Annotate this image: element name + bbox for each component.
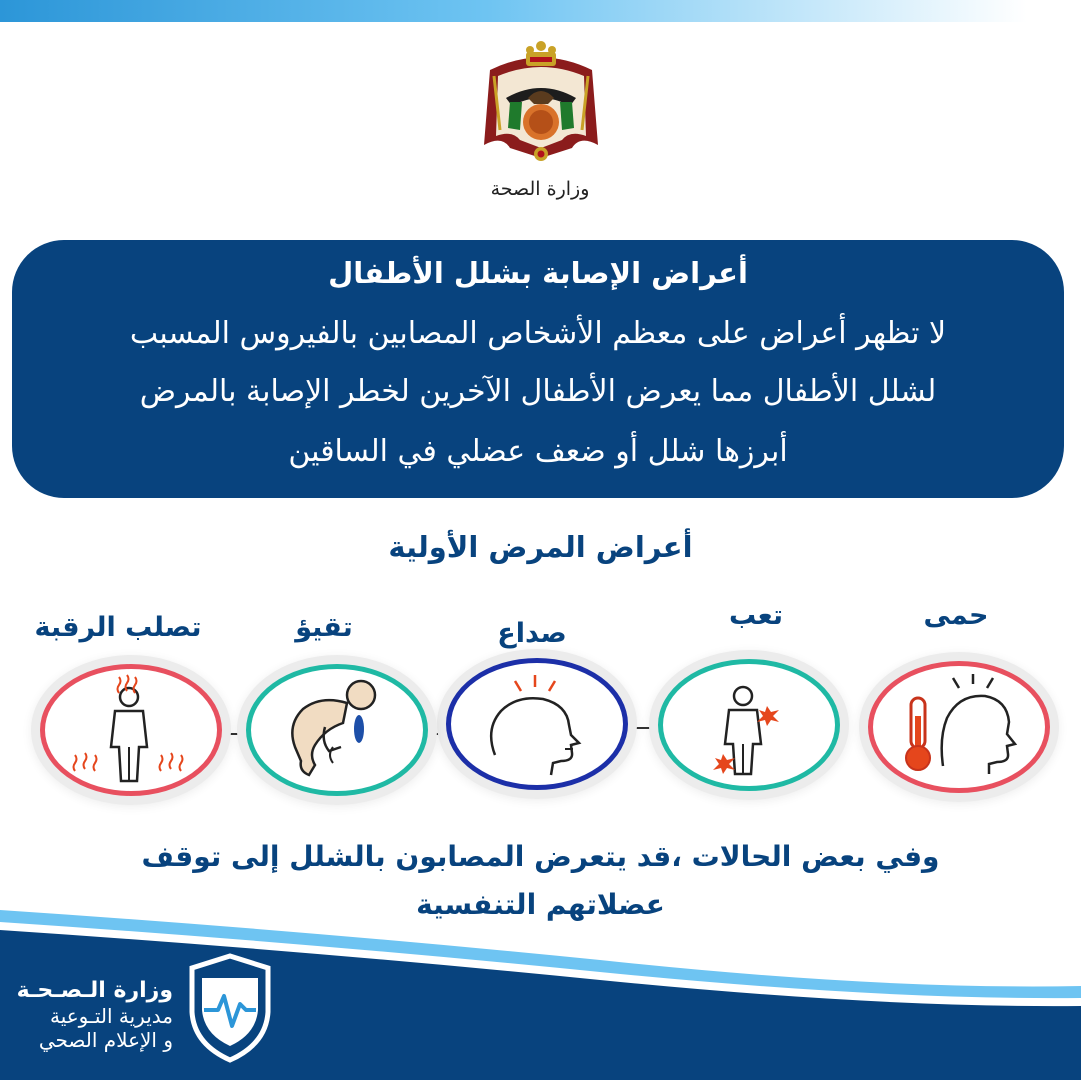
banner-line-3: أبرزها شلل أو ضعف عضلي في الساقين — [288, 434, 788, 469]
stiff-body-heat-icon — [45, 669, 217, 791]
royal-emblem-icon — [480, 40, 602, 170]
banner-line-2: لشلل الأطفال مما يعرض الأطفال الآخرين لخطر الإصابة بالمرض — [139, 374, 937, 409]
vomiting-person-icon — [251, 669, 423, 791]
headache-head-icon — [451, 663, 623, 785]
symptom-label-stiff-neck: تصلب الرقبة — [34, 612, 202, 643]
symptom-circle-headache — [446, 658, 628, 790]
shield-heartbeat-icon — [188, 952, 272, 1064]
footer-ministry: وزارة الـصـحـة — [16, 978, 173, 1003]
symptoms-section-title: أعراض المرض الأولية — [388, 530, 693, 564]
symptom-circle-stiff-neck — [40, 664, 222, 796]
symptom-label-fever: حمى — [923, 600, 989, 631]
symptom-label-headache: صداع — [497, 618, 567, 649]
bottom-note-line-1: وفي بعض الحالات ،قد يتعرض المصابون بالشلل إلى توقف — [141, 840, 940, 873]
footer-media: و الإعلام الصحي — [38, 1028, 173, 1052]
banner-line-1: لا تظهر أعراض على معظم الأشخاص المصابين بالفيروس المسبب — [129, 316, 947, 351]
symptom-label-vomiting: تقيؤ — [295, 612, 353, 643]
symptom-label-fatigue: تعب — [729, 600, 783, 631]
footer-directorate: مديرية التـوعية — [49, 1004, 173, 1028]
banner-title: أعراض الإصابة بشلل الأطفال — [328, 256, 748, 290]
symptom-circle-fever — [868, 661, 1050, 793]
ministry-script-logo: وزارة الصحة — [490, 178, 590, 200]
fever-thermometer-head-icon — [873, 666, 1045, 788]
symptom-circle-fatigue — [658, 659, 840, 791]
top-gradient-bar — [0, 0, 1081, 22]
fatigue-body-pain-icon — [663, 664, 835, 786]
intro-banner — [12, 240, 1064, 498]
symptom-circle-vomiting — [246, 664, 428, 796]
bottom-note-line-2: عضلاتهم التنفسية — [416, 888, 665, 921]
